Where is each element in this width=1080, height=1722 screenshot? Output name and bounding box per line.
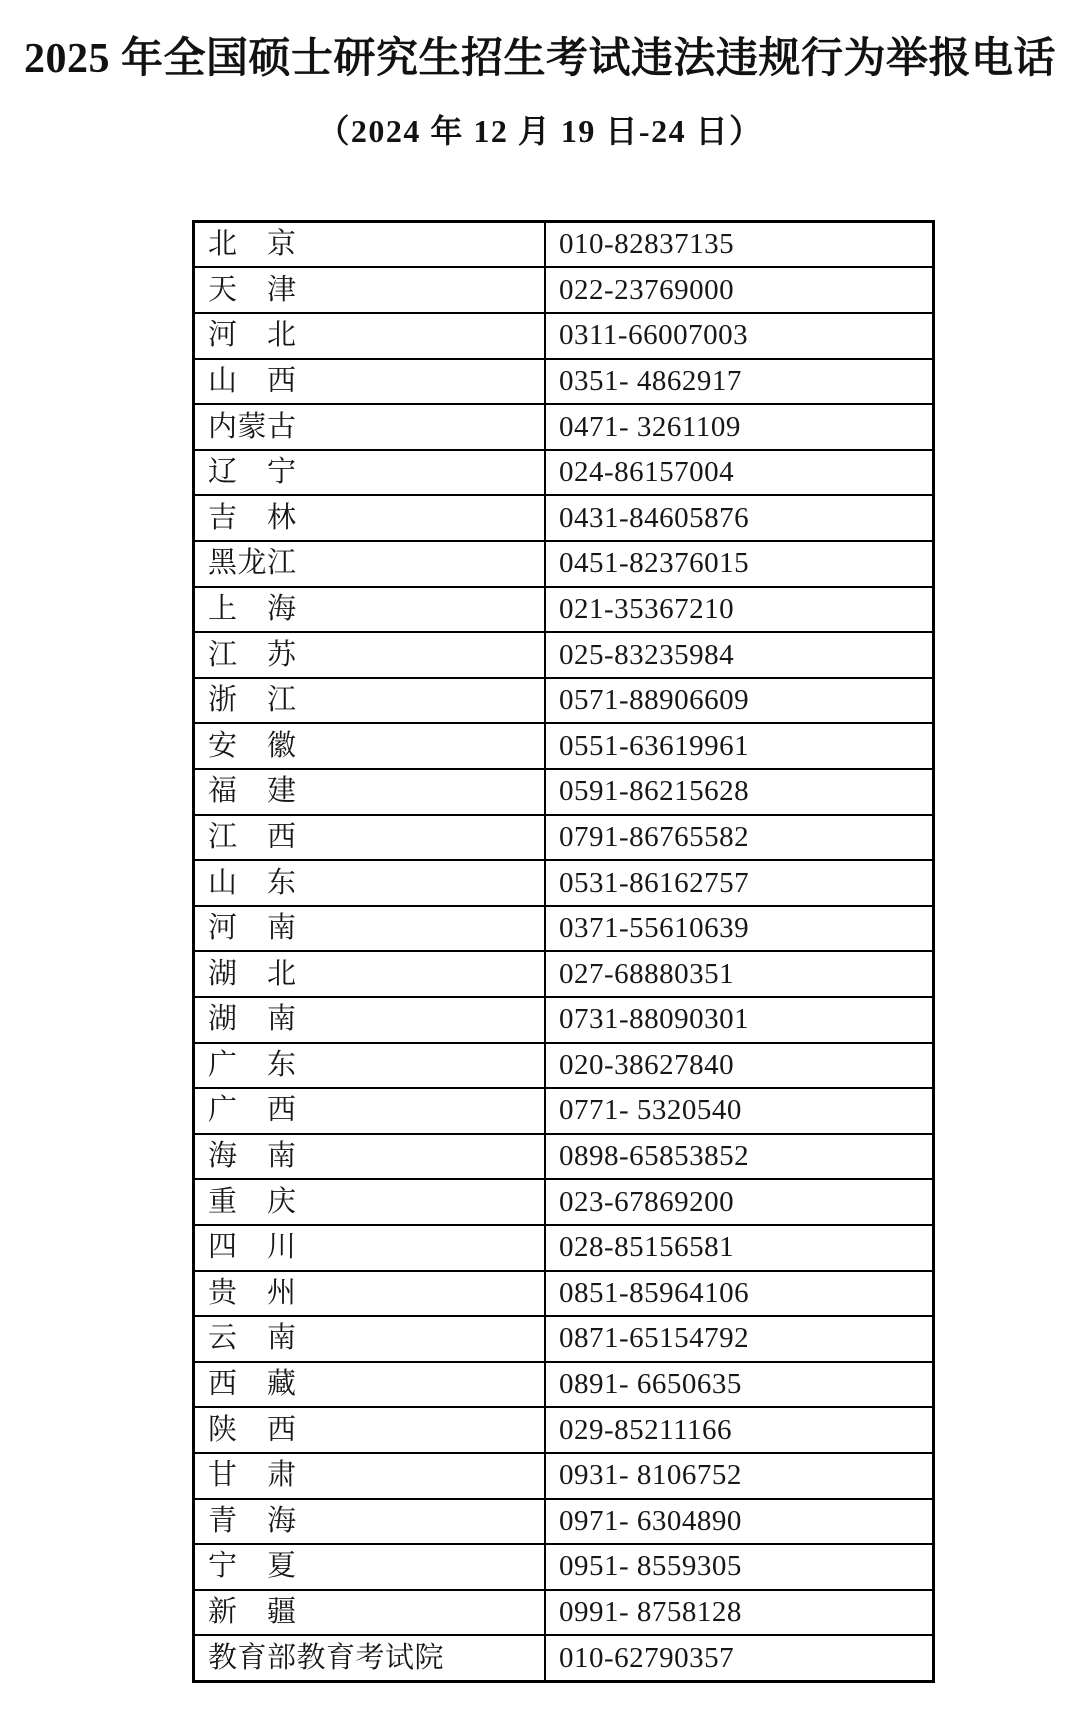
- table-row: [194, 951, 934, 997]
- phone-cell: 010-82837135: [545, 221, 934, 267]
- region-cell: 重 庆: [194, 1179, 546, 1225]
- phone-cell: 0371-55610639: [545, 906, 934, 952]
- phone-cell: 0471- 3261109: [545, 404, 934, 450]
- region-cell: 河 北: [194, 313, 546, 359]
- table-row: [194, 450, 934, 496]
- table-row: [194, 769, 934, 815]
- table-row: [194, 1179, 934, 1225]
- phone-cell: 0931- 8106752: [545, 1453, 934, 1499]
- table-row: [194, 860, 934, 906]
- region-cell: 天 津: [194, 267, 546, 313]
- region-cell: 黑龙江: [194, 541, 546, 587]
- phone-cell: 0891- 6650635: [545, 1362, 934, 1408]
- region-cell: 陕 西: [194, 1407, 546, 1453]
- phone-cell: 0851-85964106: [545, 1271, 934, 1317]
- date-range: （2024 年 12 月 19 日-24 日）: [317, 112, 763, 149]
- region-cell: 教育部教育考试院: [194, 1635, 546, 1681]
- region-cell: 云 南: [194, 1316, 546, 1362]
- region-cell: 安 徽: [194, 723, 546, 769]
- table-row: [194, 313, 934, 359]
- table-row: [194, 404, 934, 450]
- table-row: [194, 359, 934, 405]
- table-row: [194, 1134, 934, 1180]
- table-row: [194, 1590, 934, 1636]
- phone-cell: 0591-86215628: [545, 769, 934, 815]
- phone-cell: 027-68880351: [545, 951, 934, 997]
- table-row: [194, 1316, 934, 1362]
- hotline-table-body: [194, 221, 934, 1681]
- region-cell: 浙 江: [194, 678, 546, 724]
- region-cell: 甘 肃: [194, 1453, 546, 1499]
- table-row: [194, 632, 934, 678]
- table-row: [194, 997, 934, 1043]
- table-row: [194, 906, 934, 952]
- region-cell: 宁 夏: [194, 1544, 546, 1590]
- phone-cell: 0771- 5320540: [545, 1088, 934, 1134]
- region-cell: 山 西: [194, 359, 546, 405]
- phone-cell: 010-62790357: [545, 1635, 934, 1681]
- region-cell: 辽 宁: [194, 450, 546, 496]
- table-row: [194, 221, 934, 267]
- region-cell: 青 海: [194, 1499, 546, 1545]
- table-row: [194, 1499, 934, 1545]
- table-row: [194, 495, 934, 541]
- region-cell: 新 疆: [194, 1590, 546, 1636]
- table-row: [194, 815, 934, 861]
- phone-cell: 020-38627840: [545, 1043, 934, 1089]
- phone-cell: 0731-88090301: [545, 997, 934, 1043]
- phone-cell: 0451-82376015: [545, 541, 934, 587]
- region-cell: 内蒙古: [194, 404, 546, 450]
- region-cell: 贵 州: [194, 1271, 546, 1317]
- region-cell: 江 苏: [194, 632, 546, 678]
- region-cell: 广 西: [194, 1088, 546, 1134]
- region-cell: 海 南: [194, 1134, 546, 1180]
- region-cell: 湖 北: [194, 951, 546, 997]
- table-row: [194, 541, 934, 587]
- table-row: [194, 1225, 934, 1271]
- phone-cell: 0571-88906609: [545, 678, 934, 724]
- region-cell: 吉 林: [194, 495, 546, 541]
- phone-cell: 0531-86162757: [545, 860, 934, 906]
- region-cell: 山 东: [194, 860, 546, 906]
- table-row: [194, 1453, 934, 1499]
- table-row: [194, 1088, 934, 1134]
- phone-cell: 0551-63619961: [545, 723, 934, 769]
- table-row: [194, 1362, 934, 1408]
- table-row: [194, 1635, 934, 1681]
- phone-cell: 024-86157004: [545, 450, 934, 496]
- phone-cell: 025-83235984: [545, 632, 934, 678]
- phone-cell: 0311-66007003: [545, 313, 934, 359]
- table-row: [194, 1544, 934, 1590]
- phone-cell: 0991- 8758128: [545, 1590, 934, 1636]
- region-cell: 福 建: [194, 769, 546, 815]
- region-cell: 湖 南: [194, 997, 546, 1043]
- phone-cell: 029-85211166: [545, 1407, 934, 1453]
- table-row: [194, 678, 934, 724]
- table-row: [194, 267, 934, 313]
- region-cell: 河 南: [194, 906, 546, 952]
- phone-cell: 023-67869200: [545, 1179, 934, 1225]
- phone-cell: 0971- 6304890: [545, 1499, 934, 1545]
- table-row: [194, 1043, 934, 1089]
- phone-cell: 0791-86765582: [545, 815, 934, 861]
- phone-cell: 0431-84605876: [545, 495, 934, 541]
- hotline-table: [192, 220, 935, 1683]
- table-row: [194, 1271, 934, 1317]
- phone-cell: 028-85156581: [545, 1225, 934, 1271]
- table-row: [194, 723, 934, 769]
- region-cell: 四 川: [194, 1225, 546, 1271]
- region-cell: 上 海: [194, 587, 546, 633]
- phone-cell: 0898-65853852: [545, 1134, 934, 1180]
- table-row: [194, 1407, 934, 1453]
- phone-cell: 0951- 8559305: [545, 1544, 934, 1590]
- phone-cell: 022-23769000: [545, 267, 934, 313]
- table-row: [194, 587, 934, 633]
- page-title: 2025 年全国硕士研究生招生考试违法违规行为举报电话: [23, 36, 1056, 82]
- phone-cell: 0871-65154792: [545, 1316, 934, 1362]
- region-cell: 江 西: [194, 815, 546, 861]
- phone-cell: 021-35367210: [545, 587, 934, 633]
- region-cell: 广 东: [194, 1043, 546, 1089]
- phone-cell: 0351- 4862917: [545, 359, 934, 405]
- region-cell: 北 京: [194, 221, 546, 267]
- region-cell: 西 藏: [194, 1362, 546, 1408]
